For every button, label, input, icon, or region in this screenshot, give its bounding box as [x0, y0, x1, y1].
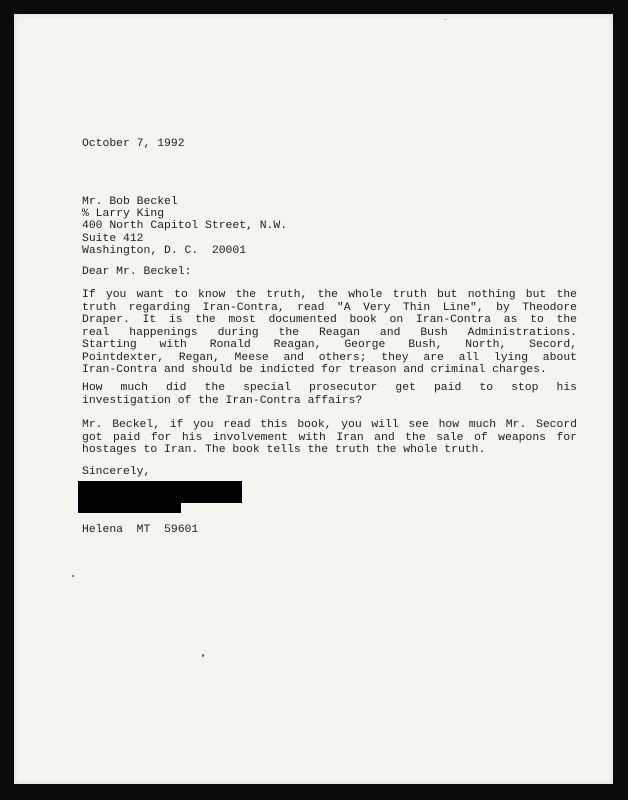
recipient-line: Suite 412	[82, 233, 144, 245]
paper-speck	[202, 654, 204, 657]
paragraph-line: truth regarding Iran-Contra, read "A Very Thin Line", by Theodore	[82, 301, 577, 314]
paragraph-line: Pointdexter, Regan, Meese and others; they are all lying about	[82, 351, 577, 364]
sender-city: Helena MT 59601	[82, 524, 199, 536]
recipient-line: % Larry King	[82, 208, 165, 220]
paragraph-line: Mr. Beckel, if you read this book, you will see how much Mr. Secord	[82, 419, 577, 431]
letter-date: October 7, 1992	[82, 138, 185, 150]
recipient-line: Mr. Bob Beckel	[82, 196, 178, 208]
paragraph-line: Iran-Contra and should be indicted for treason and criminal charges.	[82, 364, 547, 376]
paragraph-line: hostages to Iran. The book tells the truth the whole truth.	[82, 444, 486, 456]
recipient-line: Washington, D. C. 20001	[82, 245, 247, 257]
salutation: Dear Mr. Beckel:	[82, 266, 192, 278]
closing: Sincerely,	[82, 466, 151, 478]
paragraph-line: real happenings during the Reagan and Bush Administrations.	[82, 326, 577, 339]
paragraph-line: investigation of the Iran-Contra affairs?	[82, 394, 363, 407]
paragraph-line: If you want to know the truth, the whole truth but nothing but the	[82, 289, 577, 301]
paper-speck	[444, 19, 447, 20]
paragraph-line: How much did the special prosecutor get paid to stop his	[82, 382, 577, 394]
redaction-bar	[78, 481, 242, 503]
paragraph-line: Starting with Ronald Reagan, George Bush, North, Secord,	[82, 339, 577, 351]
recipient-line: 400 North Capitol Street, N.W.	[82, 220, 288, 232]
body-paragraph-3	[82, 419, 577, 457]
body-paragraph-1	[82, 289, 577, 377]
body-paragraph-2	[82, 382, 577, 407]
paragraph-line: got paid for his involvement with Iran and the sale of weapons for	[82, 431, 577, 444]
redaction-bar	[78, 502, 181, 513]
paper-speck	[72, 575, 74, 577]
paragraph-line: Draper. It is the most documented book on Iran-Contra as to the	[82, 314, 577, 326]
letter-page	[14, 14, 613, 784]
